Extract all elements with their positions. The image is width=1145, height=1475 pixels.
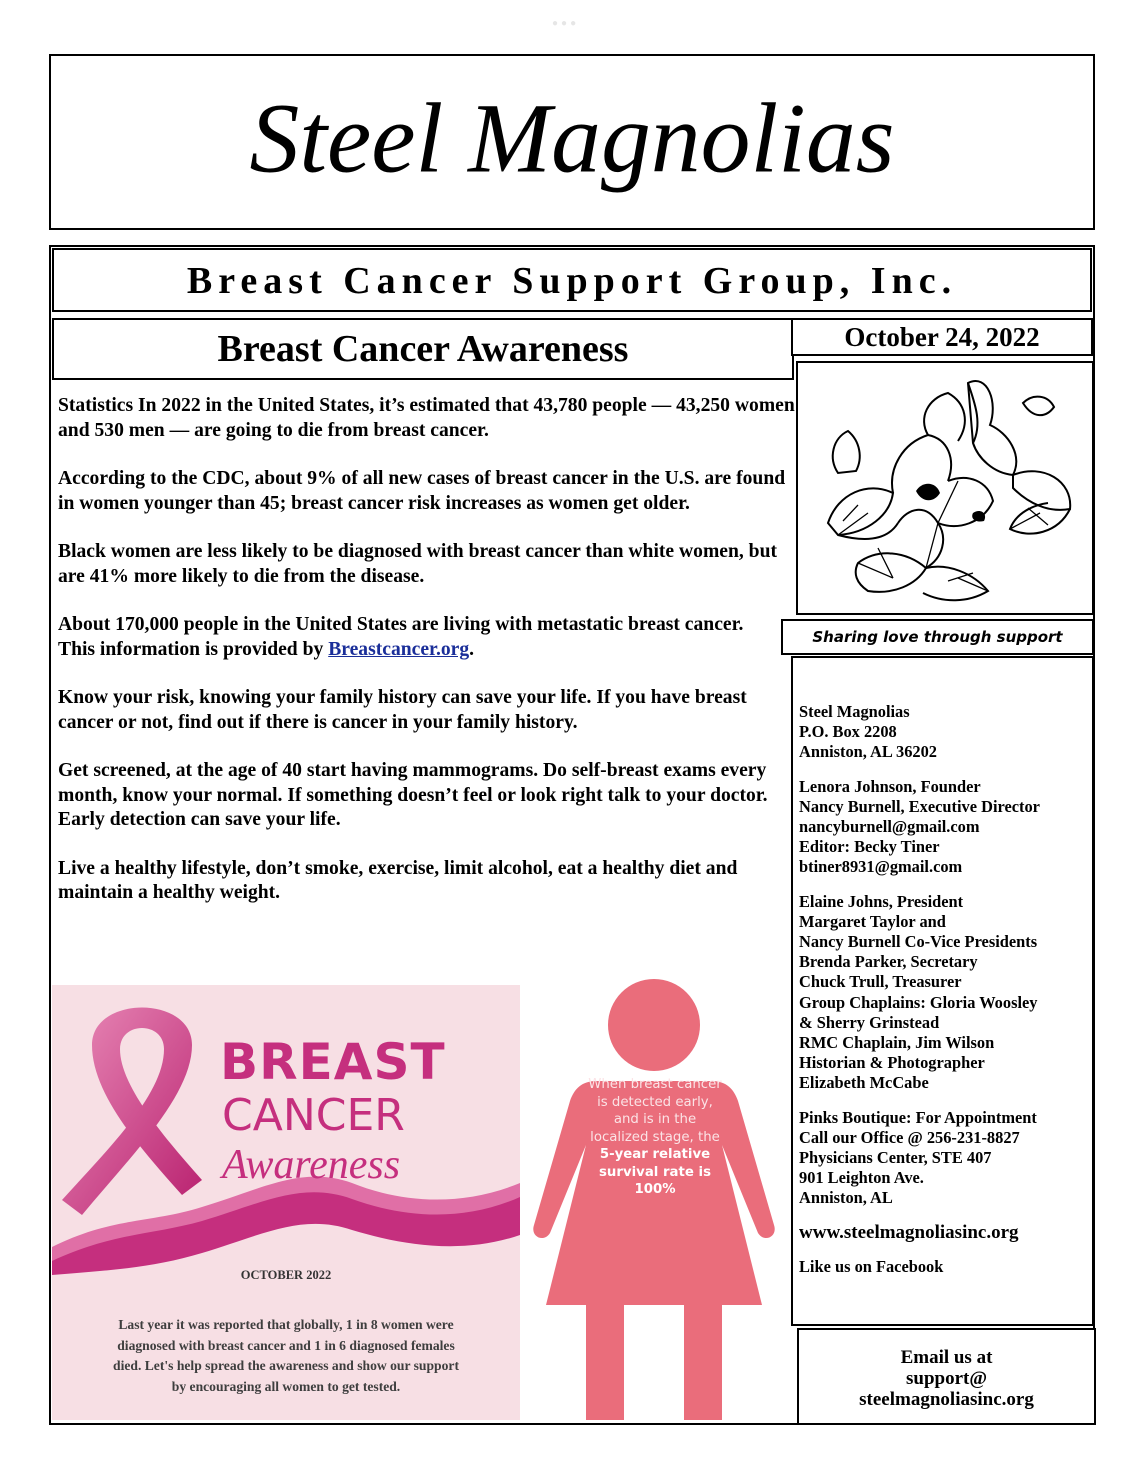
editor-email[interactable]: btiner8931@gmail.com [799, 857, 963, 877]
email-box [797, 1328, 1096, 1425]
awareness-card [52, 985, 520, 1420]
officer-line: RMC Chaplain, Jim Wilson [799, 1033, 995, 1053]
officer-line: Margaret Taylor and [799, 911, 946, 931]
officer-line: Historian & Photographer [799, 1053, 985, 1073]
boutique-line: Anniston, AL [799, 1188, 893, 1208]
breastcancer-org-link[interactable]: Breastcancer.org [328, 638, 470, 660]
breast-word: BREAST [220, 1033, 446, 1091]
figure-text: When breast cancer is detected early, and is in the localized stage, the [588, 1077, 722, 1145]
flower-illustration-box [796, 361, 1094, 615]
article-paragraph: Know your risk, knowing your family history can save your life. If you have breast cancer or not, find out if there is cancer in your family history. [58, 687, 747, 733]
officer-line: Elizabeth McCabe [799, 1073, 929, 1093]
article-paragraph: Statistics In 2022 in the United States, it’s estimated that 43,780 people — 43,250 women and 530 men — are going to die from breast cancer. [58, 395, 795, 441]
staff-line: Lenora Johnson, Founder [799, 776, 981, 796]
awareness-word: Awareness [222, 1142, 401, 1188]
card-month: OCTOBER 2022 [240, 1268, 332, 1282]
facebook-link[interactable]: Like us on Facebook [799, 1256, 944, 1276]
article-paragraph: Get screened, at the age of 40 start having mammograms. Do self-breast exams every month, know your normal. If something doesn’t feel or look right talk to your doctor. Early detection can save your life. [58, 760, 768, 830]
email-address-user[interactable]: support@ [905, 1368, 988, 1389]
magnolia-flower-icon [798, 363, 1092, 613]
page-headline: Breast Cancer Awareness [52, 318, 794, 380]
address-block [799, 702, 1092, 763]
boutique-block [799, 1108, 1092, 1209]
boutique-line: 901 Leighton Ave. [799, 1168, 924, 1188]
boutique-line: Physicians Center, STE 407 [799, 1148, 992, 1168]
address-line: Steel Magnolias [799, 702, 910, 721]
article-paragraph [58, 613, 796, 662]
officers-block [799, 892, 1092, 1094]
source-suffix: . [469, 638, 475, 660]
metastatic-text: About 170,000 people in the United States are living with metastatic breast cancer. [58, 614, 744, 635]
issue-date: October 24, 2022 [791, 318, 1093, 356]
officer-line: & Sherry Grinstead [799, 1012, 940, 1032]
staff-line: Editor: Becky Tiner [799, 837, 940, 857]
source-prefix: This information is provided by [58, 638, 329, 660]
officer-line: Nancy Burnell Co-Vice Presidents [799, 932, 1038, 952]
organization-subtitle: Breast Cancer Support Group, Inc. [52, 248, 1092, 312]
address-line: P.O. Box 2208 [799, 722, 897, 742]
woman-figure-icon [526, 975, 780, 1425]
officer-line: Brenda Parker, Secretary [799, 952, 978, 972]
website-link[interactable]: www.steelmagnoliasinc.org [799, 1221, 1019, 1243]
contact-sidebar [791, 656, 1094, 1326]
article-paragraph: Black women are less likely to be diagnosed with breast cancer than white women, but are 41% more likely to die from the disease. [58, 541, 777, 587]
masthead-logo [51, 56, 1093, 228]
officer-line: Chuck Trull, Treasurer [799, 972, 962, 992]
officer-line: Group Chaplains: Gloria Woosley [799, 992, 1038, 1012]
masthead [49, 54, 1095, 230]
boutique-line: Pinks Boutique: For Appointment [799, 1107, 1037, 1127]
article-paragraph: According to the CDC, about 9% of all new cases of breast cancer in the U.S. are found in women younger than 45; breast cancer risk increases as women get older. [58, 468, 786, 514]
staff-line: Nancy Burnell, Executive Director [799, 796, 1040, 816]
survival-rate-highlight: 5-year relative survival rate is 100% [599, 1147, 711, 1197]
email-address-domain[interactable]: steelmagnoliasinc.org [859, 1389, 1034, 1410]
director-email[interactable]: nancyburnell@gmail.com [799, 817, 980, 837]
tagline: Sharing love through support [781, 619, 1094, 655]
figure-caption [586, 1076, 724, 1199]
window-dots: ●●● [552, 18, 580, 29]
boutique-phone: Call our Office @ 256-231-8827 [799, 1127, 1020, 1147]
article-body [58, 394, 796, 930]
staff-block [799, 777, 1092, 878]
email-label: Email us at [900, 1347, 993, 1368]
cancer-word: CANCER [222, 1090, 405, 1141]
article-paragraph: Live a healthy lifestyle, don’t smoke, exercise, limit alcohol, eat a healthy diet and maintain a healthy weight. [58, 857, 738, 903]
card-statistic: Last year it was reported that globally, 1 in 8 women were diagnosed with breast cancer and 1 in 6 diagnosed females died. Let's help spread the awareness and show our support by encouraging all women to get tested. [113, 1317, 459, 1394]
masthead-title: Steel Magnolias [249, 82, 895, 194]
officer-line: Elaine Johns, President [799, 891, 964, 911]
address-line: Anniston, AL 36202 [799, 742, 937, 762]
